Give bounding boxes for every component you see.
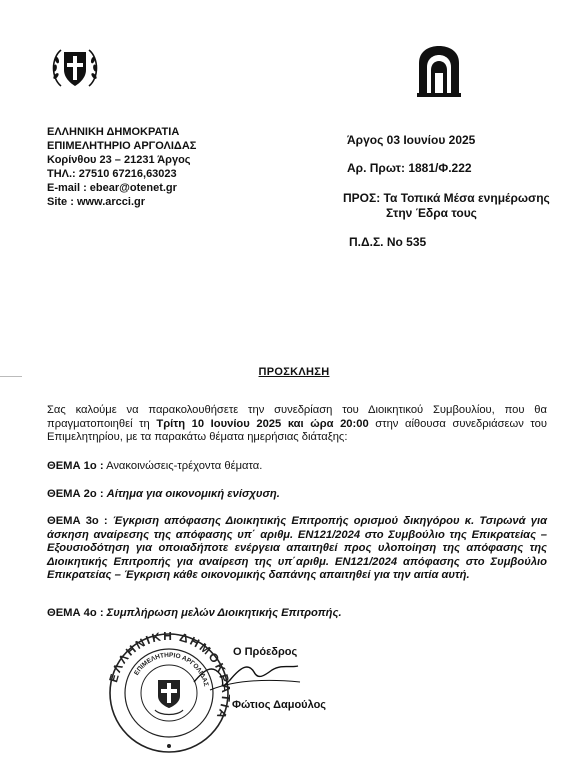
sender-address: Κορίνθου 23 – 21231 Άργος: [47, 154, 191, 166]
topic-text: Ανακοινώσεις-τρέχοντα θέματα.: [106, 460, 263, 472]
recipient-line-1: Τα Τοπικά Μέσα ενημέρωσης: [383, 191, 550, 205]
topic-label: ΘΕΜΑ 4ο :: [47, 607, 104, 619]
stamp-inner-text: ΕΠΙΜΕΛΗΤΗΡΙΟ ΑΡΓΟΛΙΔΑΣ: [133, 651, 210, 688]
topic-label: ΘΕΜΑ 2ο :: [47, 488, 104, 500]
sender-organization: ΕΠΙΜΕΛΗΤΗΡΙΟ ΑΡΓΟΛΙΔΑΣ: [47, 140, 197, 152]
recipient-block: [343, 191, 550, 205]
intro-text-1: Σας καλούμε να παρακολουθήσετε την συνεδρίαση του Διοικητικού Συμβουλίου, που θα πραγματοποιηθεί τη: [47, 404, 547, 430]
pds-number: Π.Δ.Σ. Νο 535: [349, 235, 427, 249]
sender-phone: ΤΗΛ.: 27510 67216,63023: [47, 168, 177, 180]
document-title: ΠΡΟΣΚΛΗΣΗ: [258, 366, 330, 378]
signer-role: Ο Πρόεδρος: [233, 646, 298, 658]
recipient-line-2: Στην Έδρα τους: [386, 206, 477, 220]
stamp-outer-text: ΛΛΗΝΙΚΗ ΔΗΜΟΚ Α: [109, 632, 230, 723]
sender-country: ΕΛΛΗΝΙΚΗ ΔΗΜΟΚΡΑΤΙΑ: [47, 126, 180, 138]
greek-emblem-icon: [47, 40, 103, 96]
intro-paragraph: [47, 404, 547, 445]
topic-text: Έγκριση απόφασης Διοικητικής Επιτροπής ορισμού δικηγόρου κ. Τσιρωνά για άσκηση αναίρεσης της απόφασης υπ΄ αριθμ. ΕΝ121/2024 στο Συμβούλιο της Επικρατείας – Εξουσιοδότηση για οποιαδήποτε ενέργεια απαιτηθεί προς υλοποίηση της απόφασης της Διοικητικής Επιτροπής για αναίρεση της υπ΄αριθμ. ΕΝ121/2024 απόφασης στο Συμβούλιο Επικρατείας – Έγκριση κάθε οικονομικής δαπάνης απαιτηθεί για την αιτία αυτή.: [47, 515, 548, 581]
topic-text: Αίτημα για οικονομική ενίσχυση.: [106, 488, 280, 500]
intro-date-time: Τρίτη 10 Ιουνίου 2025 και ώρα 20:00: [156, 417, 369, 430]
topic-1: [47, 460, 547, 474]
chamber-logo-icon: [413, 43, 465, 99]
sender-email: E-mail : ebear@otenet.gr: [47, 182, 177, 194]
document-date: Άργος 03 Ιουνίου 2025: [347, 133, 476, 147]
topic-4: [47, 607, 547, 621]
sender-site: Site : www.arcci.gr: [47, 196, 146, 208]
topic-label: ΘΕΜΑ 3ο :: [47, 515, 108, 527]
handwritten-signature: [190, 652, 310, 700]
topic-3: [47, 515, 547, 583]
sender-block: [47, 125, 196, 209]
topic-2: [47, 488, 547, 502]
intro-text-2: στην αίθουσα συνεδριάσεων του Επιμελητηρίου, με τα παρακάτω θέματα ημερήσιας διάταξης:: [47, 417, 547, 443]
topic-label: ΘΕΜΑ 1ο :: [47, 460, 104, 472]
recipient-label: ΠΡΟΣ:: [343, 191, 381, 205]
protocol-number: Αρ. Πρωτ: 1881/Φ.222: [347, 161, 472, 175]
topic-text: Συμπλήρωση μελών Διοικητικής Επιτροπής.: [106, 607, 342, 619]
signer-name: Φώτιος Δαμούλος: [232, 699, 327, 711]
